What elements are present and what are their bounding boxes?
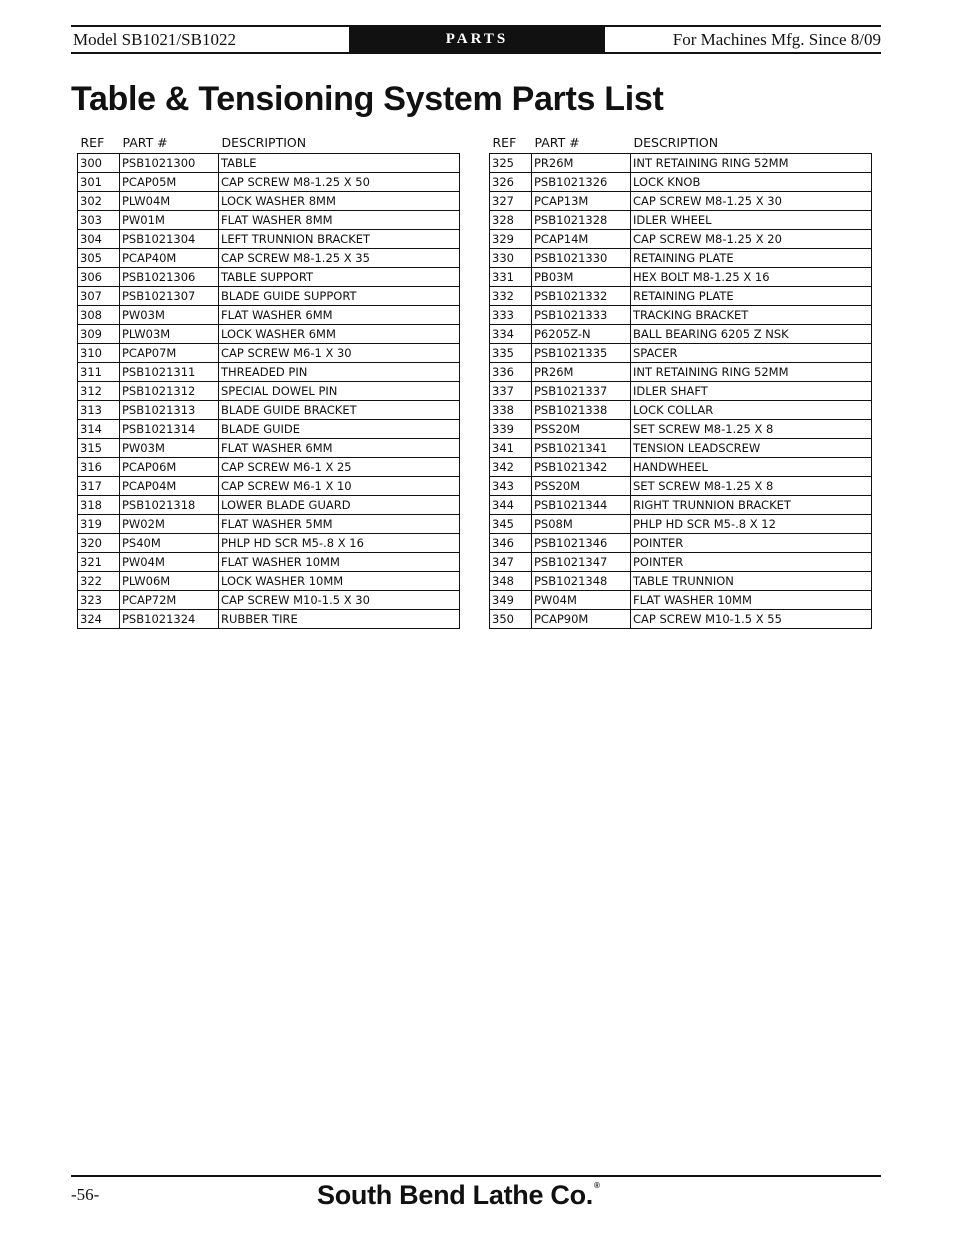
ref-cell: 331	[490, 268, 532, 287]
description-cell: HEX BOLT M8-1.25 X 16	[631, 268, 872, 287]
table-row	[490, 458, 872, 477]
description-cell: TABLE TRUNNION	[631, 572, 872, 591]
part-number-cell: PS08M	[532, 515, 631, 534]
description-cell: INT RETAINING RING 52MM	[631, 154, 872, 173]
table-row	[78, 477, 460, 496]
col-desc-header: DESCRIPTION	[221, 135, 307, 150]
ref-cell: 347	[490, 553, 532, 572]
ref-cell: 325	[490, 154, 532, 173]
part-number-cell: PSB1021307	[120, 287, 219, 306]
table-row	[490, 420, 872, 439]
description-cell: CAP SCREW M6-1 X 25	[219, 458, 460, 477]
table-row	[78, 287, 460, 306]
part-number-cell: PSB1021313	[120, 401, 219, 420]
ref-cell: 339	[490, 420, 532, 439]
footer-divider	[71, 1175, 881, 1177]
description-cell: BLADE GUIDE	[219, 420, 460, 439]
description-cell: LOCK WASHER 10MM	[219, 572, 460, 591]
description-cell: CAP SCREW M8-1.25 X 50	[219, 173, 460, 192]
ref-cell: 337	[490, 382, 532, 401]
table-row	[78, 591, 460, 610]
description-cell: BLADE GUIDE BRACKET	[219, 401, 460, 420]
table-row	[490, 477, 872, 496]
ref-cell: 311	[78, 363, 120, 382]
table-row	[490, 249, 872, 268]
description-cell: TABLE SUPPORT	[219, 268, 460, 287]
part-number-cell: PW04M	[120, 553, 219, 572]
description-cell: FLAT WASHER 10MM	[219, 553, 460, 572]
table-row	[490, 306, 872, 325]
description-cell: FLAT WASHER 10MM	[631, 591, 872, 610]
description-cell: RUBBER TIRE	[219, 610, 460, 629]
part-number-cell: PCAP72M	[120, 591, 219, 610]
ref-cell: 332	[490, 287, 532, 306]
ref-cell: 349	[490, 591, 532, 610]
part-number-cell: PSB1021318	[120, 496, 219, 515]
table-row	[78, 363, 460, 382]
ref-cell: 304	[78, 230, 120, 249]
description-cell: BALL BEARING 6205 Z NSK	[631, 325, 872, 344]
description-cell: FLAT WASHER 8MM	[219, 211, 460, 230]
description-cell: CAP SCREW M8-1.25 X 35	[219, 249, 460, 268]
ref-cell: 348	[490, 572, 532, 591]
table-row	[490, 230, 872, 249]
table-row	[490, 591, 872, 610]
part-number-cell: PSB1021337	[532, 382, 631, 401]
part-number-cell: P6205Z-N	[532, 325, 631, 344]
table-row	[78, 230, 460, 249]
description-cell: RETAINING PLATE	[631, 287, 872, 306]
part-number-cell: PB03M	[532, 268, 631, 287]
part-number-cell: PSB1021306	[120, 268, 219, 287]
table-row	[78, 306, 460, 325]
description-cell: IDLER SHAFT	[631, 382, 872, 401]
description-cell: PHLP HD SCR M5-.8 X 16	[219, 534, 460, 553]
col-part-header: PART #	[122, 135, 168, 150]
description-cell: BLADE GUIDE SUPPORT	[219, 287, 460, 306]
part-number-cell: PCAP06M	[120, 458, 219, 477]
part-number-cell: PSB1021342	[532, 458, 631, 477]
ref-cell: 333	[490, 306, 532, 325]
table-row	[78, 173, 460, 192]
ref-cell: 324	[78, 610, 120, 629]
part-number-cell: PSB1021304	[120, 230, 219, 249]
part-number-cell: PSB1021330	[532, 249, 631, 268]
description-cell: LOWER BLADE GUARD	[219, 496, 460, 515]
description-cell: SPACER	[631, 344, 872, 363]
part-number-cell: PW03M	[120, 439, 219, 458]
ref-cell: 338	[490, 401, 532, 420]
ref-cell: 321	[78, 553, 120, 572]
col-desc-header: DESCRIPTION	[633, 135, 719, 150]
ref-cell: 305	[78, 249, 120, 268]
table-row	[78, 268, 460, 287]
table-row	[78, 154, 460, 173]
ref-cell: 301	[78, 173, 120, 192]
page-title: Table & Tensioning System Parts List	[71, 80, 664, 118]
part-number-cell: PW03M	[120, 306, 219, 325]
ref-cell: 327	[490, 192, 532, 211]
ref-cell: 344	[490, 496, 532, 515]
ref-cell: 302	[78, 192, 120, 211]
ref-cell: 316	[78, 458, 120, 477]
description-cell: FLAT WASHER 5MM	[219, 515, 460, 534]
part-number-cell: PR26M	[532, 154, 631, 173]
part-number-cell: PCAP14M	[532, 230, 631, 249]
brand-logo	[317, 1180, 600, 1211]
description-cell: SPECIAL DOWEL PIN	[219, 382, 460, 401]
description-cell: RETAINING PLATE	[631, 249, 872, 268]
table-row	[490, 553, 872, 572]
part-number-cell: PSB1021346	[532, 534, 631, 553]
part-number-cell: PSB1021312	[120, 382, 219, 401]
part-number-cell: PSB1021344	[532, 496, 631, 515]
part-number-cell: PW04M	[532, 591, 631, 610]
description-cell: LOCK WASHER 6MM	[219, 325, 460, 344]
description-cell: LOCK KNOB	[631, 173, 872, 192]
ref-cell: 336	[490, 363, 532, 382]
description-cell: SET SCREW M8-1.25 X 8	[631, 420, 872, 439]
part-number-cell: PSS20M	[532, 477, 631, 496]
ref-cell: 342	[490, 458, 532, 477]
machines-label: For Machines Mfg. Since 8/09	[672, 30, 881, 49]
table-row	[78, 401, 460, 420]
description-cell: CAP SCREW M6-1 X 10	[219, 477, 460, 496]
part-number-cell: PCAP07M	[120, 344, 219, 363]
model-label: Model SB1021/SB1022	[73, 30, 236, 49]
table-row	[78, 439, 460, 458]
description-cell: TENSION LEADSCREW	[631, 439, 872, 458]
ref-cell: 300	[78, 154, 120, 173]
part-number-cell: PCAP05M	[120, 173, 219, 192]
table-row	[78, 192, 460, 211]
part-number-cell: PSB1021335	[532, 344, 631, 363]
ref-cell: 329	[490, 230, 532, 249]
table-row	[78, 553, 460, 572]
table-row	[78, 420, 460, 439]
part-number-cell: PSB1021326	[532, 173, 631, 192]
table-row	[490, 344, 872, 363]
ref-cell: 323	[78, 591, 120, 610]
part-number-cell: PSB1021347	[532, 553, 631, 572]
table-row	[78, 515, 460, 534]
ref-cell: 320	[78, 534, 120, 553]
ref-cell: 328	[490, 211, 532, 230]
part-number-cell: PW01M	[120, 211, 219, 230]
description-cell: HANDWHEEL	[631, 458, 872, 477]
part-number-cell: PSB1021314	[120, 420, 219, 439]
table-row	[490, 382, 872, 401]
description-cell: LEFT TRUNNION BRACKET	[219, 230, 460, 249]
ref-cell: 326	[490, 173, 532, 192]
ref-cell: 346	[490, 534, 532, 553]
part-number-cell: PSB1021338	[532, 401, 631, 420]
ref-cell: 318	[78, 496, 120, 515]
description-cell: POINTER	[631, 553, 872, 572]
description-cell: CAP SCREW M10-1.5 X 30	[219, 591, 460, 610]
part-number-cell: PCAP04M	[120, 477, 219, 496]
col-part-header: PART #	[534, 135, 580, 150]
table-row	[78, 211, 460, 230]
part-number-cell: PW02M	[120, 515, 219, 534]
description-cell: TABLE	[219, 154, 460, 173]
part-number-cell: PLW06M	[120, 572, 219, 591]
table-row	[490, 496, 872, 515]
ref-cell: 317	[78, 477, 120, 496]
part-number-cell: PSB1021333	[532, 306, 631, 325]
part-number-cell: PSB1021324	[120, 610, 219, 629]
table-header-row	[490, 132, 872, 154]
table-row	[78, 496, 460, 515]
description-cell: INT RETAINING RING 52MM	[631, 363, 872, 382]
table-row	[490, 363, 872, 382]
part-number-cell: PLW04M	[120, 192, 219, 211]
ref-cell: 303	[78, 211, 120, 230]
description-cell: CAP SCREW M10-1.5 X 55	[631, 610, 872, 629]
description-cell: FLAT WASHER 6MM	[219, 439, 460, 458]
ref-cell: 306	[78, 268, 120, 287]
ref-cell: 314	[78, 420, 120, 439]
ref-cell: 312	[78, 382, 120, 401]
ref-cell: 308	[78, 306, 120, 325]
part-number-cell: PSB1021311	[120, 363, 219, 382]
page-number: -56-	[71, 1185, 100, 1204]
table-row	[78, 249, 460, 268]
ref-cell: 334	[490, 325, 532, 344]
trademark-mark: ®	[593, 1181, 600, 1190]
ref-cell: 350	[490, 610, 532, 629]
ref-cell: 309	[78, 325, 120, 344]
table-row	[490, 192, 872, 211]
part-number-cell: PR26M	[532, 363, 631, 382]
part-number-cell: PSB1021348	[532, 572, 631, 591]
table-row	[490, 268, 872, 287]
ref-cell: 345	[490, 515, 532, 534]
part-number-cell: PLW03M	[120, 325, 219, 344]
part-number-cell: PSB1021332	[532, 287, 631, 306]
table-row	[490, 439, 872, 458]
table-row	[490, 534, 872, 553]
description-cell: CAP SCREW M6-1 X 30	[219, 344, 460, 363]
table-row	[490, 401, 872, 420]
part-number-cell: PSB1021328	[532, 211, 631, 230]
description-cell: POINTER	[631, 534, 872, 553]
description-cell: FLAT WASHER 6MM	[219, 306, 460, 325]
ref-cell: 307	[78, 287, 120, 306]
ref-cell: 310	[78, 344, 120, 363]
description-cell: CAP SCREW M8-1.25 X 20	[631, 230, 872, 249]
table-row	[490, 515, 872, 534]
table-row	[490, 154, 872, 173]
part-number-cell: PCAP13M	[532, 192, 631, 211]
part-number-cell: PSB1021341	[532, 439, 631, 458]
table-row	[78, 610, 460, 629]
table-header-row	[78, 132, 460, 154]
parts-table-left	[77, 132, 460, 629]
ref-cell: 319	[78, 515, 120, 534]
part-number-cell: PSS20M	[532, 420, 631, 439]
part-number-cell: PSB1021300	[120, 154, 219, 173]
table-row	[78, 458, 460, 477]
description-cell: PHLP HD SCR M5-.8 X 12	[631, 515, 872, 534]
part-number-cell: PCAP90M	[532, 610, 631, 629]
table-row	[490, 211, 872, 230]
description-cell: CAP SCREW M8-1.25 X 30	[631, 192, 872, 211]
col-ref-header: REF	[492, 135, 517, 150]
table-row	[78, 325, 460, 344]
table-row	[490, 287, 872, 306]
table-row	[490, 173, 872, 192]
description-cell: IDLER WHEEL	[631, 211, 872, 230]
page-header	[71, 25, 881, 54]
description-cell: THREADED PIN	[219, 363, 460, 382]
table-row	[490, 572, 872, 591]
ref-cell: 343	[490, 477, 532, 496]
ref-cell: 313	[78, 401, 120, 420]
table-row	[78, 572, 460, 591]
description-cell: TRACKING BRACKET	[631, 306, 872, 325]
ref-cell: 322	[78, 572, 120, 591]
ref-cell: 315	[78, 439, 120, 458]
table-row	[78, 344, 460, 363]
table-row	[78, 534, 460, 553]
ref-cell: 330	[490, 249, 532, 268]
brand-name: South Bend Lathe Co.	[317, 1180, 593, 1210]
description-cell: LOCK COLLAR	[631, 401, 872, 420]
col-ref-header: REF	[80, 135, 105, 150]
description-cell: RIGHT TRUNNION BRACKET	[631, 496, 872, 515]
ref-cell: 341	[490, 439, 532, 458]
table-row	[490, 325, 872, 344]
description-cell: LOCK WASHER 8MM	[219, 192, 460, 211]
parts-table-right	[489, 132, 872, 629]
table-row	[490, 610, 872, 629]
description-cell: SET SCREW M8-1.25 X 8	[631, 477, 872, 496]
part-number-cell: PCAP40M	[120, 249, 219, 268]
part-number-cell: PS40M	[120, 534, 219, 553]
section-label: PARTS	[349, 27, 605, 52]
ref-cell: 335	[490, 344, 532, 363]
table-row	[78, 382, 460, 401]
